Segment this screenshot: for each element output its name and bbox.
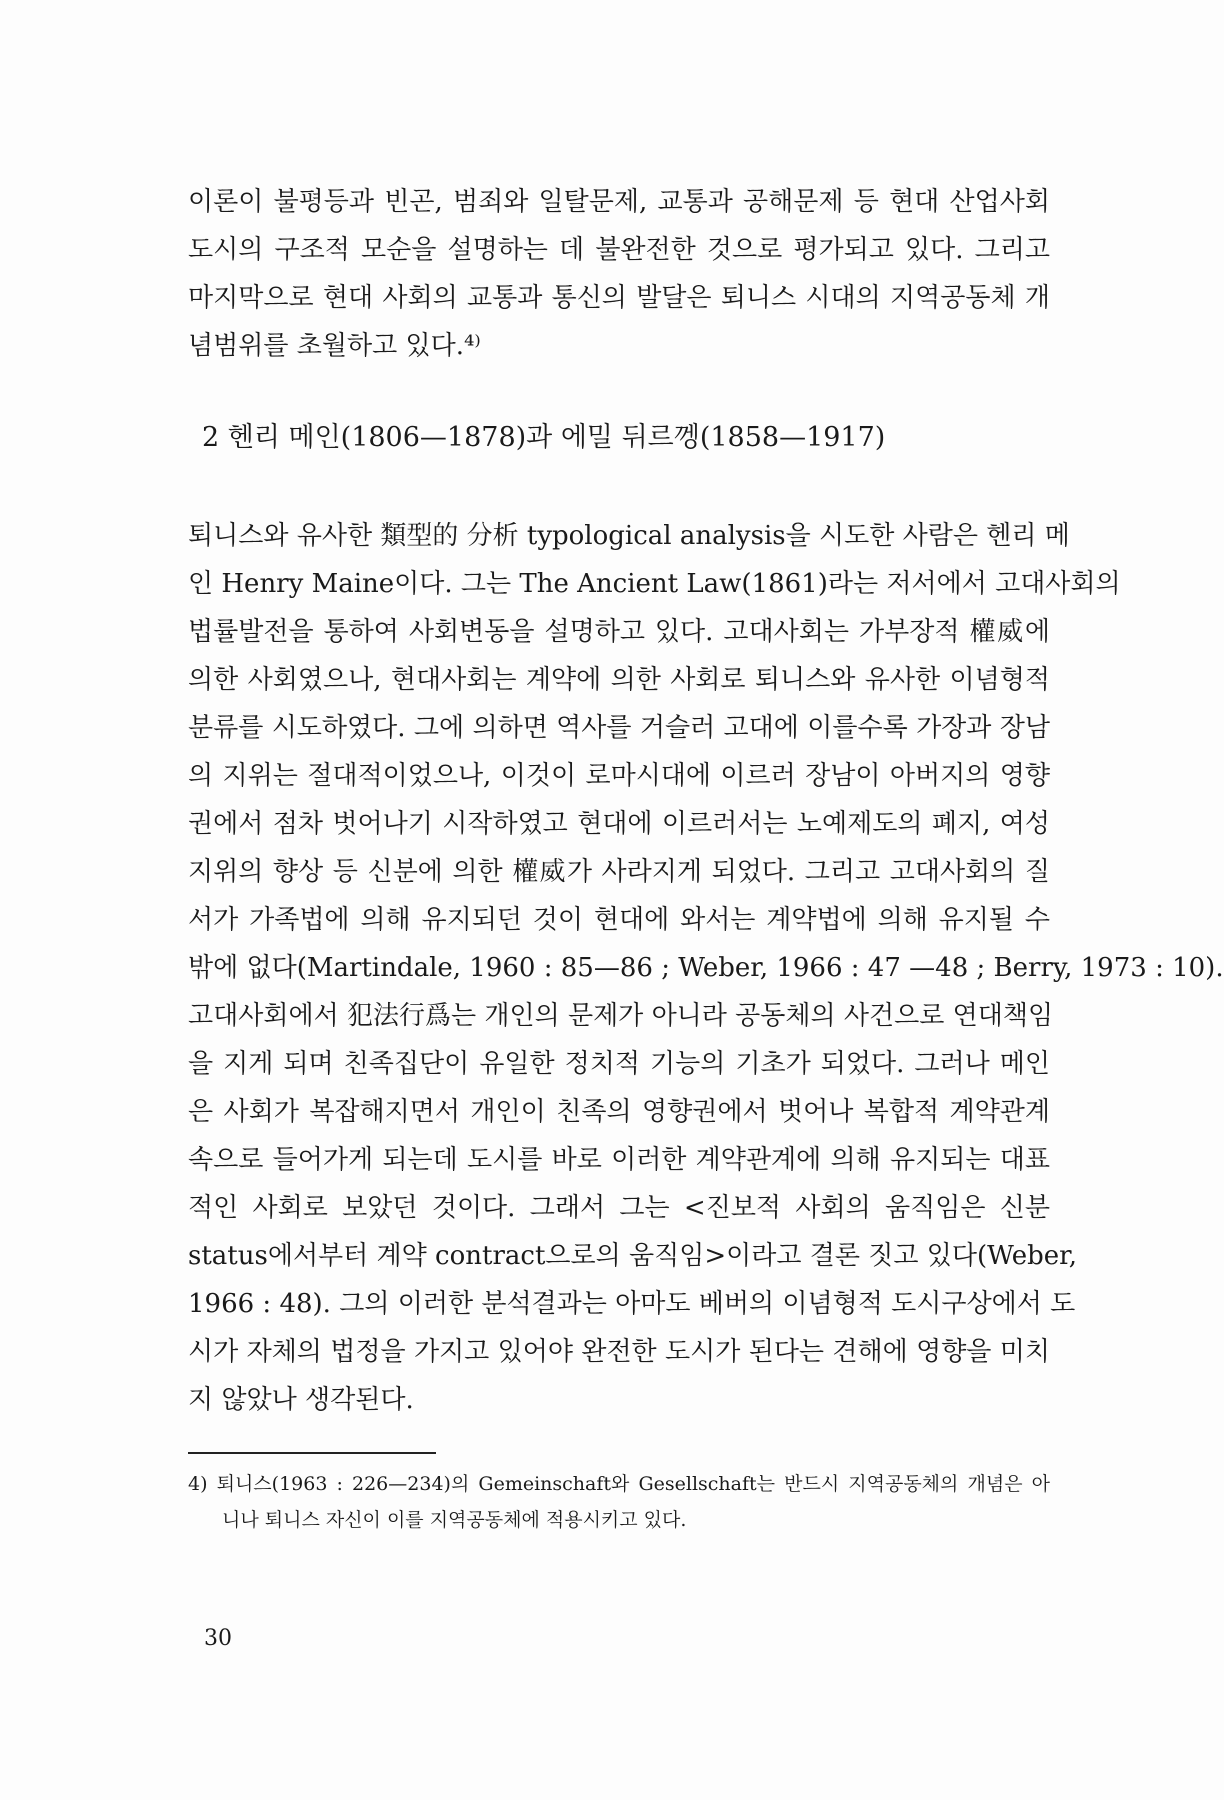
text-line: 의 지위는 절대적이었으나, 이것이 로마시대에 이르러 장남이 아버지의 영향 bbox=[188, 761, 1050, 791]
text-line: 분류를 시도하였다. 그에 의하면 역사를 거슬러 고대에 이를수록 가장과 장남 bbox=[188, 713, 1050, 743]
text-line: 퇴니스와 유사한 類型的 分析 typological analysis을 시도한 사람은 헨리 메 bbox=[188, 521, 1070, 551]
text-line: 지위의 향상 등 신분에 의한 權威가 사라지게 되었다. 그리고 고대사회의 질 bbox=[188, 857, 1050, 887]
text-line: 은 사회가 복잡해지면서 개인이 친족의 영향권에서 벗어나 복합적 계약관계 bbox=[188, 1097, 1050, 1127]
text-line: 고대사회에서 犯法行爲는 개인의 문제가 아니라 공동체의 사건으로 연대책임 bbox=[188, 1001, 1054, 1031]
text-line: 지 않았나 생각된다. bbox=[188, 1385, 414, 1415]
main-paragraph bbox=[188, 512, 1224, 1424]
text-line: status에서부터 계약 contract으로의 움직임>이라고 결론 짓고 있다(Weber, bbox=[188, 1241, 1077, 1271]
footnote-divider bbox=[188, 1452, 436, 1454]
text-line: 인 Henry Maine이다. 그는 The Ancient Law(1861)라는 저서에서 고대사회의 bbox=[188, 569, 1121, 599]
section-heading: 2 헨리 메인(1806—1878)과 에밀 뒤르껭(1858—1917) bbox=[202, 422, 886, 453]
text-line: 법률발전을 통하여 사회변동을 설명하고 있다. 고대사회는 가부장적 權威에 bbox=[188, 617, 1050, 647]
text-line: 시가 자체의 법정을 가지고 있어야 완전한 도시가 된다는 견해에 영향을 미치 bbox=[188, 1337, 1050, 1367]
page-number: 30 bbox=[204, 1626, 232, 1651]
text-line: 속으로 들어가게 되는데 도시를 바로 이러한 계약관계에 의해 유지되는 대표 bbox=[188, 1145, 1050, 1175]
text-line: 서가 가족법에 의해 유지되던 것이 현대에 와서는 계약법에 의해 유지될 수 bbox=[188, 905, 1050, 935]
text-line: 권에서 점차 벗어나기 시작하였고 현대에 이르러서는 노예제도의 폐지, 여성 bbox=[188, 809, 1050, 839]
text-line: 1966 : 48). 그의 이러한 분석결과는 아마도 베버의 이념형적 도시구상에서 도 bbox=[188, 1289, 1076, 1319]
text-line: 도시의 구조적 모순을 설명하는 데 불완전한 것으로 평가되고 있다. 그리고 bbox=[188, 235, 1050, 265]
text-line: 념범위를 초월하고 있다.⁴⁾ bbox=[188, 331, 481, 361]
intro-paragraph bbox=[188, 178, 1050, 370]
text-line: 마지막으로 현대 사회의 교통과 통신의 발달은 퇴니스 시대의 지역공동체 개 bbox=[188, 283, 1050, 313]
text-line: 을 지게 되며 친족집단이 유일한 정치적 기능의 기초가 되었다. 그러나 메인 bbox=[188, 1049, 1050, 1079]
footnote-line: 니나 퇴니스 자신이 이를 지역공동체에 적용시키고 있다. bbox=[222, 1509, 687, 1531]
footnote bbox=[188, 1466, 1050, 1538]
text-line: 밖에 없다(Martindale, 1960 : 85—86 ; Weber, 1966 : 47 —48 ; Berry, 1973 : 10). bbox=[188, 953, 1224, 983]
text-line: 이론이 불평등과 빈곤, 범죄와 일탈문제, 교통과 공해문제 등 현대 산업사회 bbox=[188, 187, 1050, 217]
text-line: 의한 사회였으나, 현대사회는 계약에 의한 사회로 퇴니스와 유사한 이념형적 bbox=[188, 665, 1050, 695]
text-line: 적인 사회로 보았던 것이다. 그래서 그는 <진보적 사회의 움직임은 신분 bbox=[188, 1193, 1050, 1223]
footnote-line: 4) 퇴니스(1963 : 226—234)의 Gemeinschaft와 Gesellschaft는 반드시 지역공동체의 개념은 아 bbox=[188, 1473, 1050, 1495]
